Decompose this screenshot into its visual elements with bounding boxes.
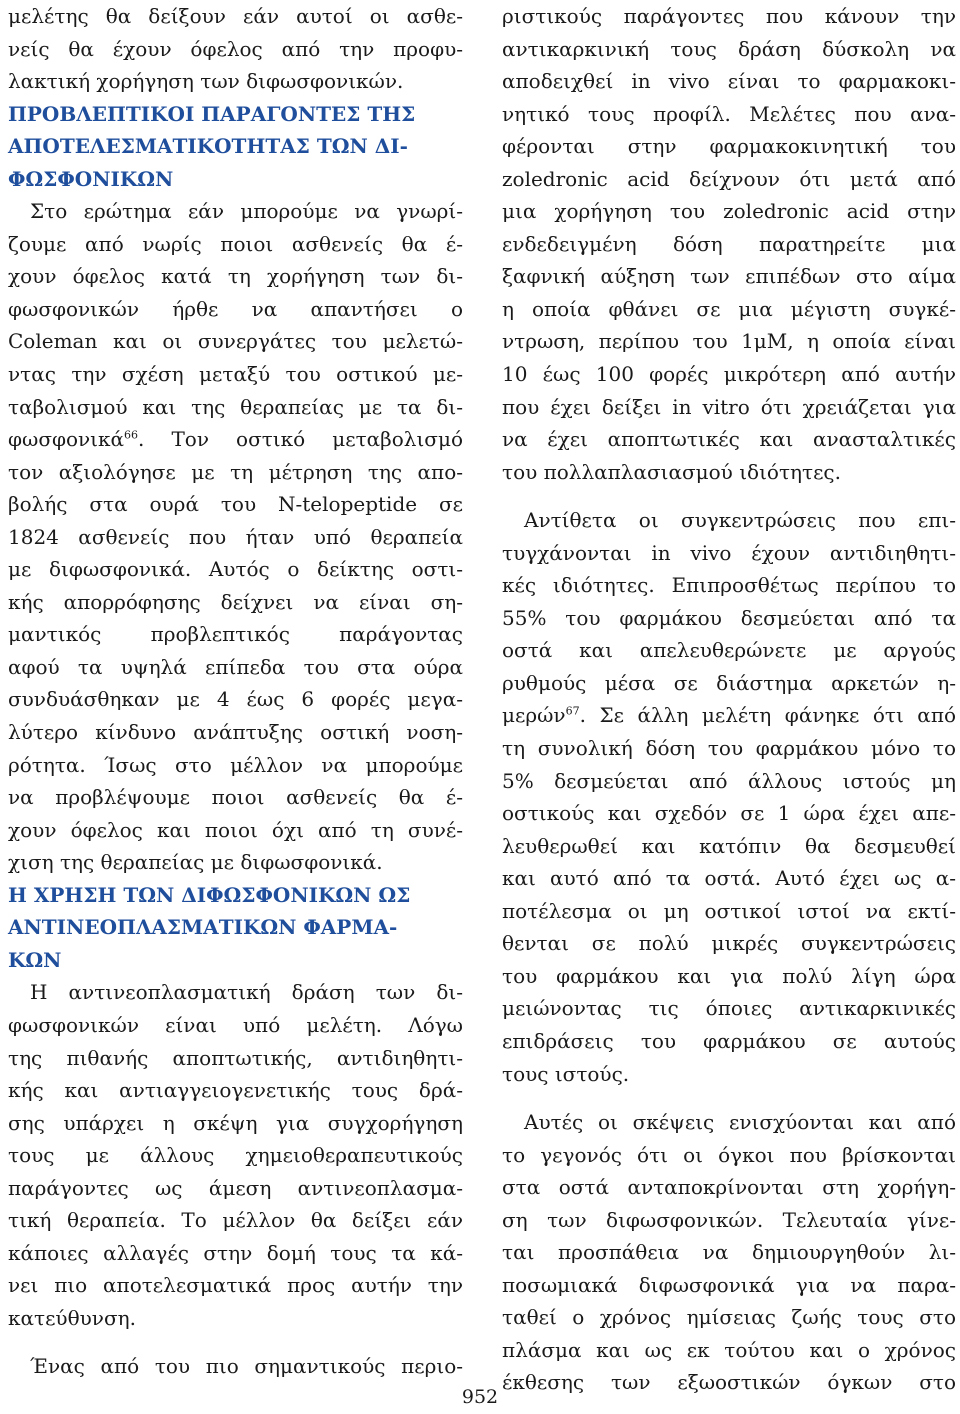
text-line: ταθεί ο χρόνος ημίσειας ζωής τους στο <box>502 1305 956 1330</box>
text-line: να έχει αποπτωτικές και ανασταλτικές <box>502 427 956 452</box>
text-line: ται προσπάθεια να δημιουργηθούν λι- <box>502 1240 956 1265</box>
text-line: τους ιστούς. <box>502 1061 630 1086</box>
text-line: κής απορρόφησης δείχνει να είναι ση- <box>8 589 463 614</box>
paragraph-gap <box>8 1334 463 1350</box>
text-line: η οποία φθάνει σε μια μέγιστη συγκέ- <box>502 296 956 321</box>
paragraph-gap <box>502 488 956 504</box>
text-line: κής και αντιαγγειογενετικής τους δρά- <box>8 1078 463 1103</box>
text-line: αντικαρκινική τους δράση δύσκολη να <box>502 36 956 61</box>
text-line-with-reference <box>8 423 463 456</box>
text-line: ση των διφωσφονικών. Τελευταία γίνε- <box>502 1207 956 1232</box>
reference-superscript: 67 <box>565 704 580 718</box>
right-column <box>502 0 956 1399</box>
section-heading-antineoplastic-use <box>8 879 463 977</box>
paragraph-gap <box>502 1090 956 1106</box>
text-line: 1824 ασθενείς που ήταν υπό θεραπεία <box>8 524 463 549</box>
text-line: αφού τα υψηλά επίπεδα του στα ούρα <box>8 654 463 679</box>
paragraph-continuation <box>8 0 463 98</box>
text-line: νείς θα έχουν όφελος από την προφυ- <box>8 36 463 61</box>
text-line: που έχει δείξει in vitro ότι χρειάζεται για <box>502 394 956 419</box>
text-line: νητικό τους προφίλ. Μελέτες που ανα- <box>502 101 956 126</box>
text-line: νει πιο αποτελεσματικά προς αυτήν την <box>8 1273 463 1298</box>
text-fragment: φωσφονικά <box>8 427 125 452</box>
text-line: παράγοντες ως άμεση αντινεοπλασμα- <box>8 1175 463 1200</box>
text-line: φωσφονικών ήρθε να απαντήσει ο <box>8 296 463 321</box>
text-line: πλάσμα και ως εκ τούτου και ο χρόνος <box>502 1337 956 1362</box>
text-line: χουν όφελος και ποιοι όχι από τη συνέ- <box>8 817 463 842</box>
text-line: ζουμε από νωρίς ποιοι ασθενείς θα έ- <box>8 231 463 256</box>
section-heading-predictive-factors <box>8 98 463 196</box>
heading-line: ΠΡΟΒΛΕΠΤΙΚΟΙ ΠΑΡΑΓΟΝΤΕΣ ΤΗΣ <box>8 101 416 126</box>
text-line: θενται σε πολύ μικρές συγκεντρώσεις <box>502 931 956 956</box>
text-line: ποσωμιακά διφωσφονικά για να παρα- <box>502 1272 956 1297</box>
text-line: ενδεδειγμένη δόση παρατηρείτε μια <box>502 231 956 256</box>
text-line: τους με άλλους χημειοθεραπευτικούς <box>8 1143 463 1168</box>
text-line: ρυθμούς μέσα σε διάστημα αρκετών η- <box>502 670 956 695</box>
text-line: ποτέλεσμα οι μη οστικοί ιστοί να εκτί- <box>502 898 956 923</box>
text-line: επιδράσεις του φαρμάκου σε αυτούς <box>502 1028 956 1053</box>
text-fragment: μερών <box>502 703 566 728</box>
text-line: Αντίθετα οι συγκεντρώσεις που επι- <box>524 508 956 533</box>
text-line: μειώνοντας τις όποιες αντικαρκινικές <box>502 996 956 1021</box>
text-line: κάποιες αλλαγές στην δομή τους τα κά- <box>8 1240 463 1265</box>
text-line: τυγχάνονται in vivo έχουν αντιδιηθητι- <box>502 540 956 565</box>
text-line: ντρωση, περίπου του 1μΜ, η οποία είναι <box>502 329 956 354</box>
text-line: βολής στα ουρά του N-telopeptide σε <box>8 492 463 517</box>
heading-line: ΚΩΝ <box>8 947 62 972</box>
text-line: χιση της θεραπείας με διφωσφονικά. <box>8 850 383 875</box>
paragraph-liposomal-bisphosphonates <box>502 1106 956 1399</box>
text-line: Η αντινεοπλασματική δράση των δι- <box>30 980 463 1005</box>
reference-superscript: 66 <box>124 428 139 442</box>
text-fragment: . Τον οστικό μεταβολισμό <box>138 427 463 452</box>
text-line: χουν όφελος κατά τη χορήγηση των δι- <box>8 264 463 289</box>
text-line: αποδειχθεί in vivo είναι το φαρμακοκι- <box>502 69 956 94</box>
text-line: Στο ερώτημα εάν μπορούμε να γνωρί- <box>30 199 463 224</box>
text-line: οστικούς και σχεδόν σε 1 ώρα έχει απε- <box>502 801 956 826</box>
paragraph-pharmacokinetics <box>502 0 956 488</box>
text-line: 5% δεσμεύεται από άλλους ιστούς μη <box>502 768 956 793</box>
text-line: 55% του φαρμάκου δεσμεύεται από τα <box>502 605 956 630</box>
heading-line: ΑΝΤΙΝΕΟΠΛΑΣΜΑΤΙΚΩΝ ΦΑΡΜΑ- <box>8 915 398 940</box>
text-line: λύτερο κίνδυνο ανάπτυξης οστική νοση- <box>8 720 463 745</box>
text-line: στα οστά ανταποκρίνονται στη χορήγη- <box>502 1175 956 1200</box>
text-line: το γεγονός ότι οι όγκοι που βρίσκονται <box>502 1142 956 1167</box>
left-column <box>8 0 463 1383</box>
text-line-with-reference <box>502 699 956 732</box>
text-line: έκθεσης των εξωοστικών όγκων στο <box>502 1370 956 1395</box>
text-line: ριστικούς παράγοντες που κάνουν την <box>502 4 956 28</box>
text-line: λευθερωθεί και κατόπιν θα δεσμευθεί <box>502 833 956 858</box>
text-line: της πιθανής αποπτωτικής, αντιδιηθητι- <box>8 1045 463 1070</box>
text-fragment: . Σε άλλη μελέτη φάνηκε ότι από <box>579 703 956 728</box>
text-line: λακτική χορήγηση των διφωσφονικών. <box>8 69 404 94</box>
text-line: μαντικός προβλεπτικός παράγοντας <box>8 622 463 647</box>
text-line: του φαρμάκου και για πολύ λίγη ώρα <box>502 963 956 988</box>
page-number: 952 <box>461 1386 499 1408</box>
text-line: ταβολισμού και της θεραπείας με τα δι- <box>8 394 463 419</box>
text-line: ντας την σχέση μεταξύ του οστικού με- <box>8 362 463 387</box>
text-line: Ένας από του πιο σημαντικούς περιο- <box>30 1354 463 1379</box>
paragraph-coleman <box>8 195 463 878</box>
text-line: κές ιδιότητες. Επιπροσθέτως περίπου το <box>502 573 956 598</box>
heading-line: ΑΠΟΤΕΛΕΣΜΑΤΙΚΟΤΗΤΑΣ ΤΩΝ ΔΙ- <box>8 134 408 159</box>
text-line: και αυτό από τα οστά. Αυτό έχει ως α- <box>502 866 956 891</box>
text-line: κατεύθυνση. <box>8 1305 136 1330</box>
text-line: του πολλαπλασιασμού ιδιότητες. <box>502 459 841 484</box>
text-line: τική θεραπεία. Το μέλλον θα δείξει εάν <box>8 1208 463 1233</box>
heading-line: Η ΧΡΗΣΗ ΤΩΝ ΔΙΦΩΣΦΟΝΙΚΩΝ ΩΣ <box>8 882 411 907</box>
text-line: ξαφνική αύξηση των επιπέδων στο αίμα <box>502 264 956 289</box>
paragraph-antineoplastic-action <box>8 976 463 1334</box>
text-line: φωσφονικών είναι υπό μελέτη. Λόγω <box>8 1012 463 1037</box>
text-line: μελέτης θα δείξουν εάν αυτοί οι ασθε- <box>8 4 463 28</box>
text-line: να προβλέψουμε ποιοι ασθενείς θα έ- <box>8 785 463 810</box>
text-line: τη συνολική δόση του φαρμάκου μόνο το <box>502 736 956 761</box>
text-line: φέρονται στην φαρμακοκινητική του <box>502 134 956 159</box>
paragraph-limiting-factors-start <box>8 1350 463 1383</box>
text-line: Coleman και οι συνεργάτες του μελετώ- <box>8 329 463 354</box>
paragraph-in-vivo-concentrations <box>502 504 956 1090</box>
text-line: ρότητα. Ίσως στο μέλλον να μπορούμε <box>8 752 463 777</box>
text-line: σης υπάρχει η σκέψη για συγχορήγηση <box>8 1110 463 1135</box>
text-line: μια χορήγηση του zoledronic acid στην <box>502 199 956 224</box>
text-line: Αυτές οι σκέψεις ενισχύονται και από <box>524 1110 956 1135</box>
text-line: 10 έως 100 φορές μικρότερη από αυτήν <box>502 362 956 387</box>
text-line: με διφωσφονικά. Αυτός ο δείκτης οστι- <box>8 557 463 582</box>
text-line: zoledronic acid δείχνουν ότι μετά από <box>502 166 956 191</box>
text-line: συνδυάσθηκαν με 4 έως 6 φορές μεγα- <box>8 687 463 712</box>
heading-line: ΦΩΣΦΟΝΙΚΩΝ <box>8 166 174 191</box>
text-line: τον αξιολόγησε με τη μέτρηση της απο- <box>8 459 463 484</box>
text-line: οστά και απελευθερώνετε με αργούς <box>502 638 956 663</box>
